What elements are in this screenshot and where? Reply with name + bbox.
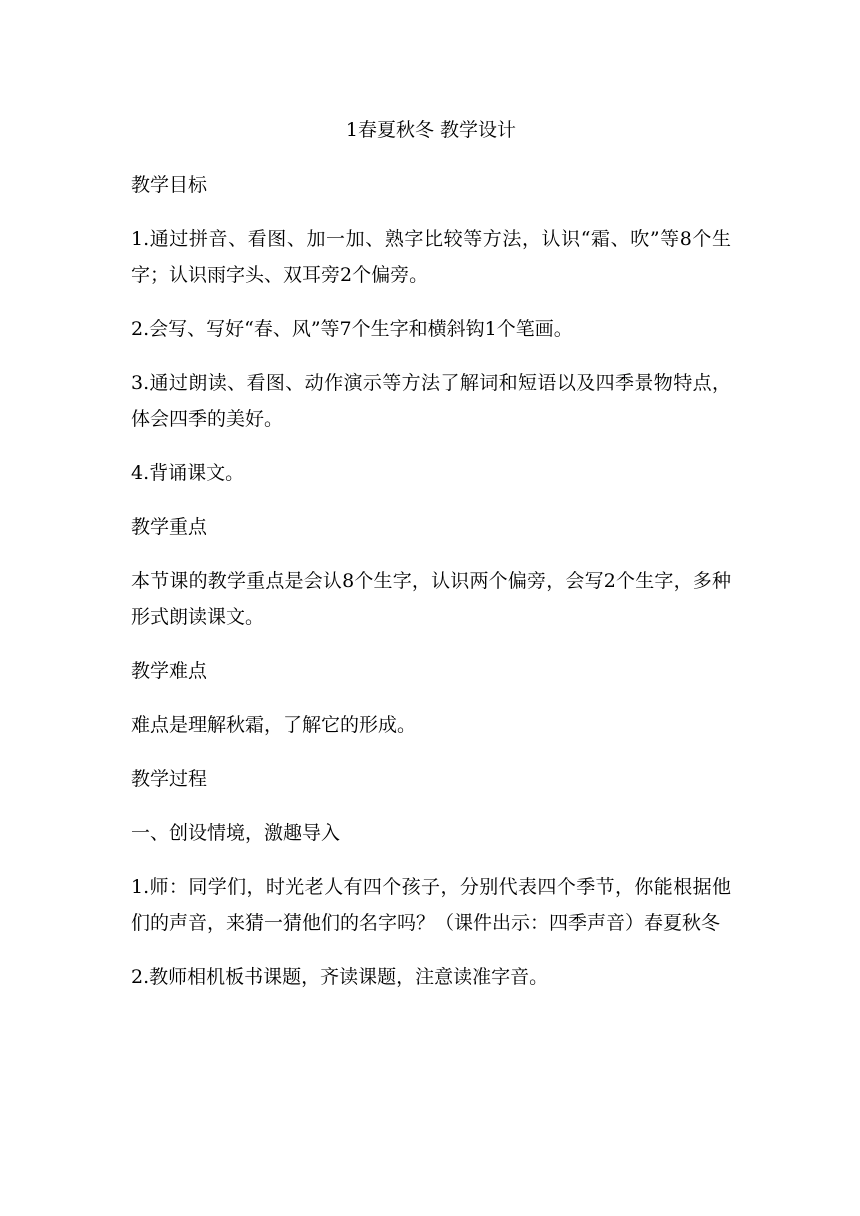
objective-item-2: 2.会写、写好“春、风”等7个生字和横斜钩1个笔画。: [131, 318, 573, 340]
document-body: [131, 112, 731, 1013]
document-title: 1春夏秋冬 教学设计: [345, 119, 517, 141]
objective-item-3: 3.通过朗读、看图、动作演示等方法了解词和短语以及四季景物特点，体会四季的美好。: [131, 372, 731, 430]
section-heading-process: 教学过程: [131, 768, 208, 790]
objective-item-4: 4.背诵课文。: [131, 462, 245, 484]
process-item-2: 2.教师相机板书课题，齐读课题，注意读准字音。: [131, 966, 549, 988]
section-heading-difficulties: 教学难点: [131, 660, 208, 682]
process-item-1: 1.师：同学们，时光老人有四个孩子，分别代表四个季节，你能根据他们的声音，来猜一猜他们的名字吗？（课件出示：四季声音）春夏秋冬: [131, 876, 731, 934]
objective-item-1: 1.通过拼音、看图、加一加、熟字比较等方法，认识“霜、吹”等8个生字；认识雨字头、双耳旁2个偏旁。: [131, 228, 731, 286]
key-points-text: 本节课的教学重点是会认8个生字，认识两个偏旁，会写2个生字，多种形式朗读课文。: [131, 570, 731, 628]
difficulties-text: 难点是理解秋霜，了解它的形成。: [131, 714, 417, 736]
process-step-heading: 一、创设情境，激趣导入: [131, 822, 341, 844]
section-heading-objectives: 教学目标: [131, 174, 208, 196]
section-heading-key-points: 教学重点: [131, 516, 208, 538]
